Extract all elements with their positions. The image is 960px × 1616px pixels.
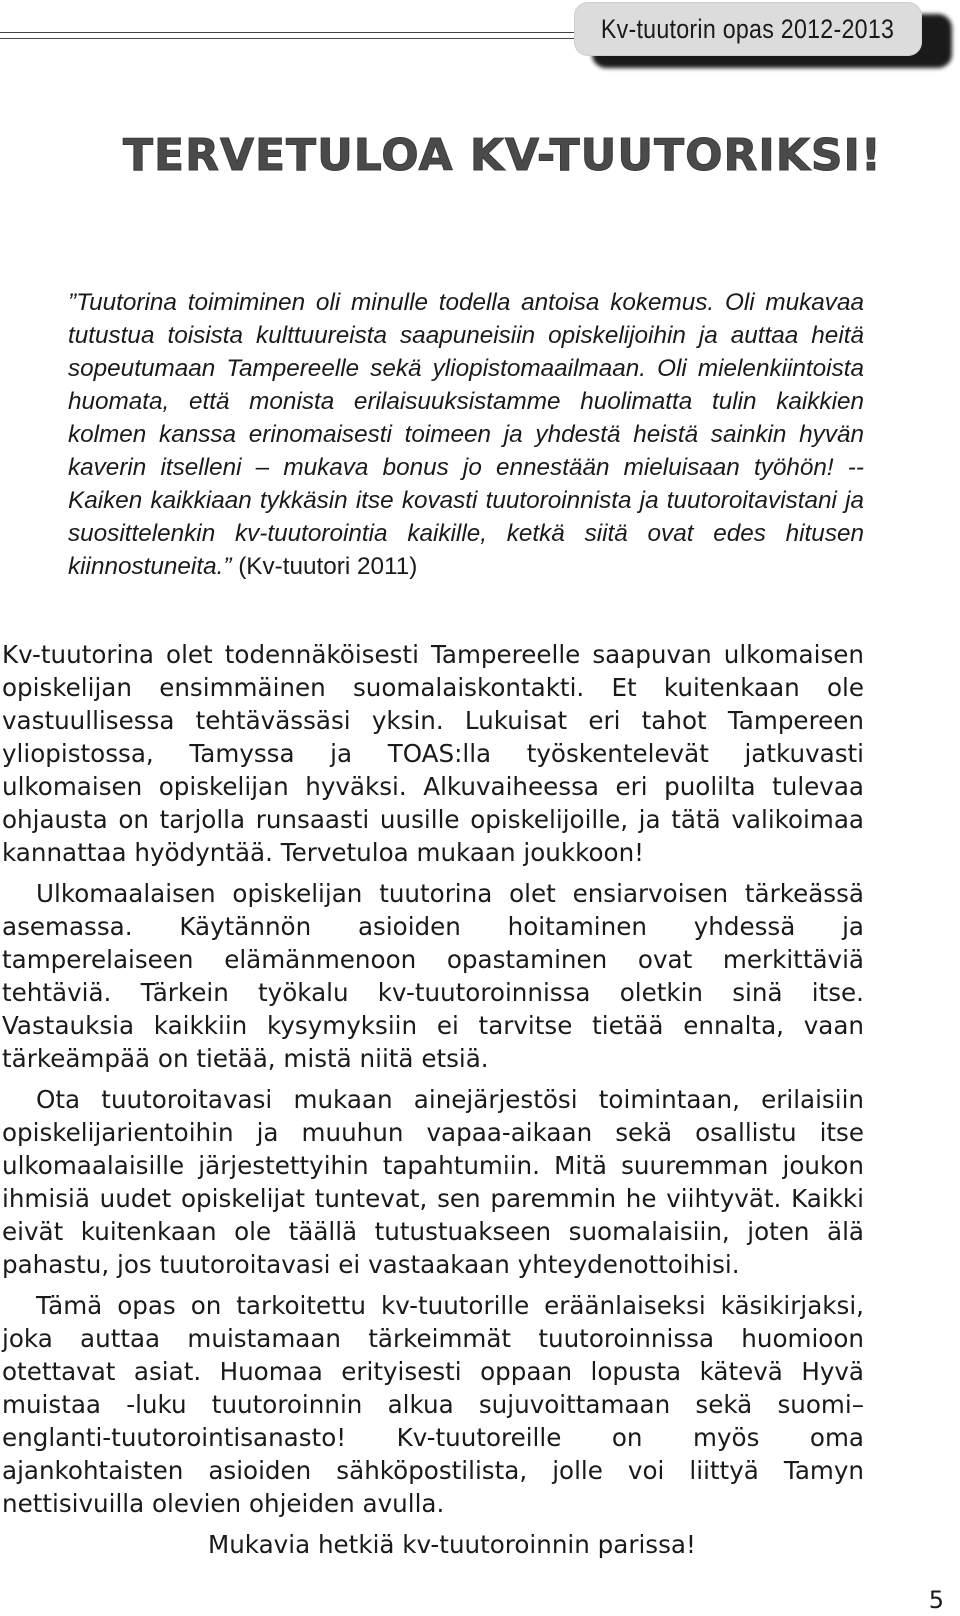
paragraph: Ulkomaalaisen opiskelijan tuutorina olet ensiarvoisen tärkeässä asemassa. Käytännön asioiden hoitaminen yhdessä ja tamperelaiseen elämänmenoon opastaminen ovat merkittäviä tehtäviä. Tärkein työkalu kv-tuutoroinnissa oletkin sinä itse. Vastauksia kaikkiin kysymyksiin ei tarvitse tietää ennalta, vaan tärkeämpää on tietää, mistä niitä etsiä.: [2, 879, 864, 1073]
quote-text: ”Tuutorina toimiminen oli minulle todella antoisa kokemus. Oli mukavaa tutustua toisista kulttuureista saapuneisiin opiskelijoihin ja auttaa heitä sopeutumaan Tampereelle sekä yliopistomaailmaan. Oli mielenkiintoista huomata, että monista erilaisuuksistamme huolimatta tulin kaikkien kolmen kanssa erinomaisesti toimeen ja yhdestä heistä sainkin hyvän kaverin itselleni – mukava bonus jo ennestään mieluisaan työhön! -- Kaiken kaikkiaan tykkäsin itse kovasti tuutoroinnista ja tuutoroitavistani ja suosittelenkin kv-tuutorointia kaikille, ketkä siitä ovat edes hitusen kiinnostuneita.”: [68, 289, 864, 580]
body-text: [2, 638, 864, 1569]
quote-source: (Kv-tuutori 2011): [238, 553, 418, 580]
paragraph: Kv-tuutorina olet todennäköisesti Tampereelle saapuvan ulkomaisen opiskelijan ensimmäinen suomalaiskontakti. Et kuitenkaan ole vastuullisessa tehtävässäsi yksin. Lukuisat eri tahot Tampereen yliopistossa, Tamyssa ja TOAS:lla työskentelevät jatkuvasti ulkomaisen opiskelijan hyväksi. Alkuvaiheessa eri puolilta tulevaa ohjausta on tarjolla runsaasti uusille opiskelijoille, ja tätä valikoimaa kannattaa hyödyntää. Tervetuloa mukaan joukkoon!: [2, 640, 864, 867]
header-tab: [574, 2, 922, 56]
testimonial-quote: [68, 286, 864, 583]
closing-line: Mukavia hetkiä kv-tuutoroinnin parissa!: [208, 1530, 696, 1559]
paragraph: Tämä opas on tarkoitettu kv-tuutorille eräänlaiseksi käsikirjaksi, joka auttaa muistamaan tärkeimmät tuutoroinnissa huomioon otettavat asiat. Huomaa erityisesti oppaan lopusta kätevä Hyvä muistaa -luku tuutoroinnin alkua sujuvoittamaan sekä suomi–englanti-tuutorointisanasto! Kv-tuutoreille on myös oma ajankohtaisten asioiden sähköpostilista, jolle voi liittyä Tamyn nettisivuilla olevien ohjeiden avulla.: [2, 1291, 864, 1518]
header-tab-label: Kv-tuutorin opas 2012-2013: [601, 13, 895, 44]
page-title: TERVETULOA KV-TUUTORIKSI!: [123, 130, 882, 181]
page-number: 5: [928, 1586, 944, 1614]
header-rule: [0, 30, 580, 42]
paragraph: Ota tuutoroitavasi mukaan ainejärjestösi toimintaan, erilaisiin opiskelijarientoihin ja muuhun vapaa-aikaan sekä osallistu itse ulkomaalaisille järjestettyihin tapahtumiin. Mitä suuremman joukon ihmisiä uudet opiskelijat tuntevat, sen paremmin he viihtyvät. Kaikki eivät kuitenkaan ole täällä tutustuakseen suomalaisiin, joten älä pahastu, jos tuutoroitavasi ei vastaakaan yhteydenottoihisi.: [2, 1085, 864, 1279]
